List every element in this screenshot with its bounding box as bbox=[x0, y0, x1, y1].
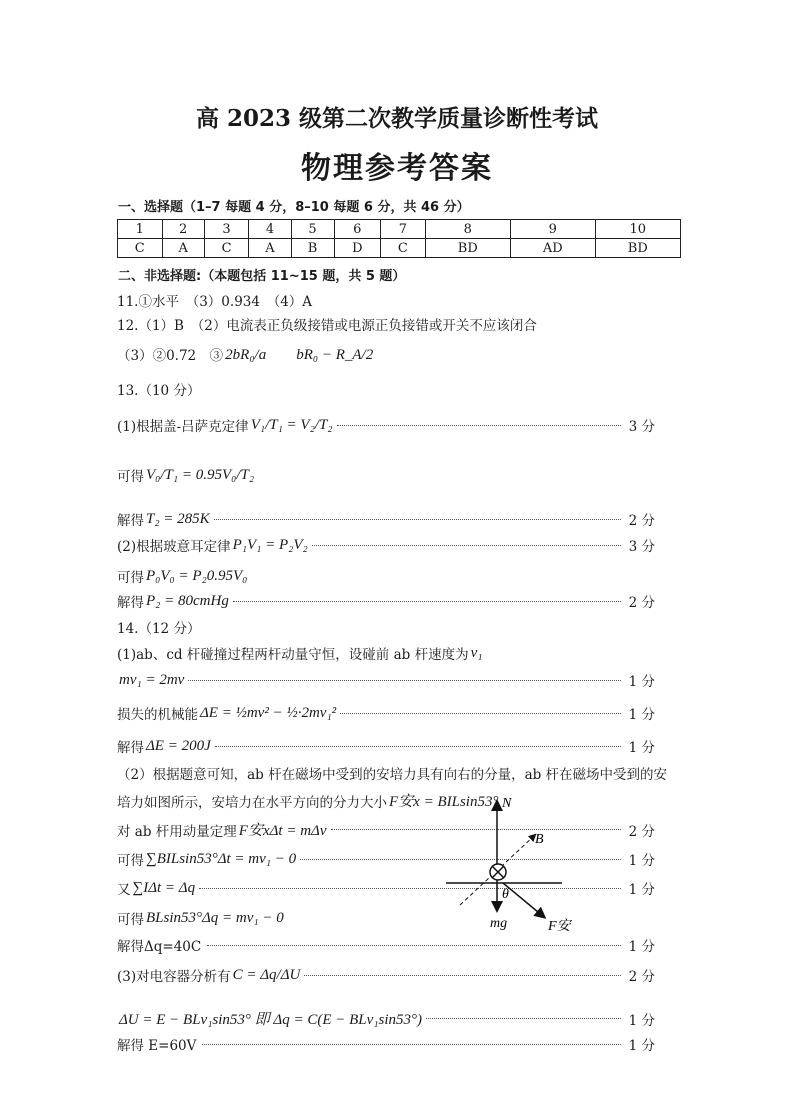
line-text: 11.①水平 （3）0.934 （4）A bbox=[117, 294, 313, 310]
answer-cell: AD bbox=[510, 239, 595, 258]
answer-line bbox=[117, 763, 668, 783]
question-number-row bbox=[118, 220, 681, 239]
formula: v₁ bbox=[470, 644, 483, 661]
dotted-leader bbox=[214, 519, 621, 520]
line-text: 可得 bbox=[117, 570, 144, 586]
answer-line bbox=[117, 379, 655, 399]
exam-title: 高 2023 级第二次教学质量诊断性考试 bbox=[195, 105, 599, 132]
dotted-leader bbox=[207, 945, 621, 946]
formula: P₀V₀ = P₂0.95V₀ bbox=[146, 567, 248, 584]
answer-line bbox=[117, 465, 655, 485]
answer-line bbox=[117, 290, 655, 310]
answer-cell: A bbox=[249, 239, 291, 258]
formula: ∑BILsin53°Δt = mv₁ − 0 bbox=[146, 850, 297, 867]
formula: ΔU = E − BLv₁sin53° 即 Δq = C(E − BLv₁sin53°) bbox=[119, 1012, 423, 1028]
score: 2 分 bbox=[628, 513, 655, 529]
question-number: 3 bbox=[204, 220, 249, 239]
formula: ∑IΔt = Δq bbox=[132, 879, 196, 896]
section1-heading: 一、选择题（1–7 每题 4 分，8–10 每题 6 分，共 46 分） bbox=[118, 200, 470, 215]
question-number: 7 bbox=[381, 220, 426, 239]
score: 1 分 bbox=[628, 853, 655, 869]
answer-cell: BD bbox=[595, 239, 680, 258]
formula: ΔE = 200J bbox=[146, 737, 211, 754]
answer-line bbox=[117, 965, 655, 985]
answer-line bbox=[117, 1034, 655, 1054]
formula: V₁/T₁ = V₂/T₂ bbox=[250, 416, 333, 433]
dotted-leader bbox=[312, 545, 621, 546]
line-text: 对 ab 杆用动量定理 bbox=[117, 823, 237, 840]
answer-table bbox=[117, 219, 681, 258]
score: 2 分 bbox=[628, 823, 655, 840]
line-text: 损失的机械能 bbox=[117, 707, 198, 723]
answer-line bbox=[117, 617, 655, 637]
line-text: (1)根据盖-吕萨克定律 bbox=[117, 419, 249, 435]
label-f: F安 bbox=[548, 919, 571, 934]
formula: V₀/T₁ = 0.95V₀/T₂ bbox=[146, 466, 255, 483]
line-text: 解得 bbox=[117, 595, 144, 611]
label-mg: mg bbox=[490, 916, 508, 931]
answer-line bbox=[117, 566, 655, 586]
score: 1 分 bbox=[628, 707, 655, 723]
line-text: 可得 bbox=[117, 469, 144, 485]
force-diagram bbox=[440, 790, 590, 940]
answer-line bbox=[117, 415, 655, 435]
score: 2 分 bbox=[628, 595, 655, 611]
score: 3 分 bbox=[628, 539, 655, 555]
line-text: 解得Δq=40C bbox=[117, 939, 202, 955]
formula: T₂ = 285K bbox=[146, 510, 210, 527]
line-text: 可得 bbox=[117, 853, 144, 869]
formula: 2bR₀/a bR₀ − R_A/2 bbox=[225, 347, 374, 363]
answer-cell: BD bbox=[425, 239, 510, 258]
line-text: 14.（12 分） bbox=[117, 621, 201, 637]
answer-line bbox=[117, 591, 655, 611]
line-text: 13.（10 分） bbox=[117, 383, 201, 399]
answer-cell: A bbox=[162, 239, 204, 258]
label-b: B bbox=[535, 832, 544, 847]
answer-key-title: 物理参考答案 bbox=[301, 151, 493, 186]
ampere-force-arrow bbox=[503, 883, 544, 917]
section2-heading: 二、非选择题:（本题包括 11~15 题，共 5 题） bbox=[118, 269, 406, 284]
answer-cell: D bbox=[334, 239, 381, 258]
score: 1 分 bbox=[628, 674, 655, 690]
question-number: 8 bbox=[425, 220, 510, 239]
answer-line bbox=[117, 736, 655, 756]
question-number: 10 bbox=[595, 220, 680, 239]
dotted-leader bbox=[202, 1044, 621, 1045]
formula: F安x = BILsin53° bbox=[389, 794, 499, 810]
answer-cell: C bbox=[118, 239, 163, 258]
line-text: 12.（1）B （2）电流表正负级接错或电源正负接错或开关不应该闭合 bbox=[117, 318, 537, 334]
question-number: 4 bbox=[249, 220, 291, 239]
answer-line bbox=[117, 314, 655, 334]
formula: ΔE = ½mv² − ½·2mv₁² bbox=[200, 704, 337, 721]
answer-line bbox=[117, 535, 655, 555]
line-text: (2)根据玻意耳定律 bbox=[117, 539, 231, 555]
dotted-leader bbox=[340, 713, 621, 714]
score: 1 分 bbox=[628, 939, 655, 955]
formula: F安xΔt = mΔv bbox=[238, 823, 327, 839]
answer-line bbox=[117, 670, 655, 690]
line-text: (3)对电容器分析有 bbox=[117, 969, 231, 985]
answer-cell: B bbox=[291, 239, 334, 258]
line-text: 培力如图所示，安培力在水平方向的分力大小 bbox=[117, 794, 387, 811]
question-number: 1 bbox=[118, 220, 163, 239]
line-text: 又 bbox=[117, 882, 131, 898]
score: 1 分 bbox=[628, 1012, 655, 1029]
answer-line bbox=[117, 643, 655, 663]
question-number: 2 bbox=[162, 220, 204, 239]
score: 1 分 bbox=[628, 1038, 655, 1054]
dotted-leader bbox=[215, 746, 621, 747]
line-text: 可得 bbox=[117, 912, 144, 928]
line-text: 解得 bbox=[117, 513, 144, 529]
dotted-leader bbox=[188, 680, 621, 681]
line-text: (1)ab、cd 杆碰撞过程两杆动量守恒，设碰前 ab 杆速度为 bbox=[117, 647, 469, 663]
formula: BLsin53°Δq = mv₁ − 0 bbox=[146, 909, 284, 926]
dotted-leader bbox=[233, 601, 621, 602]
formula: P₁V₁ = P₂V₂ bbox=[232, 536, 308, 553]
formula: P₂ = 80cmHg bbox=[146, 592, 229, 609]
formula: C = Δq/ΔU bbox=[232, 966, 301, 983]
answer-line bbox=[117, 1008, 655, 1029]
score: 1 分 bbox=[628, 740, 655, 756]
question-number: 5 bbox=[291, 220, 334, 239]
score: 1 分 bbox=[628, 882, 655, 898]
line-text: 解得 E=60V bbox=[117, 1038, 197, 1054]
dotted-leader bbox=[304, 975, 621, 976]
answer-cell: C bbox=[204, 239, 249, 258]
question-number: 9 bbox=[510, 220, 595, 239]
score: 3 分 bbox=[628, 419, 655, 435]
answer-line bbox=[117, 509, 655, 529]
dotted-leader bbox=[337, 425, 621, 426]
line-text: 解得 bbox=[117, 740, 144, 756]
line-text: （3）②0.72 ③ bbox=[117, 347, 224, 364]
answer-row bbox=[118, 239, 681, 258]
line-text: （2）根据题意可知，ab 杆在磁场中受到的安培力具有向右的分量，ab 杆在磁场中受到的安 bbox=[117, 767, 668, 783]
answer-line bbox=[117, 703, 655, 723]
label-n: N bbox=[502, 796, 512, 811]
answer-line bbox=[117, 343, 655, 364]
question-number: 6 bbox=[334, 220, 381, 239]
answer-cell: C bbox=[381, 239, 426, 258]
score: 2 分 bbox=[628, 969, 655, 985]
formula: mv₁ = 2mv bbox=[119, 671, 185, 688]
dotted-leader bbox=[426, 1018, 621, 1019]
label-theta: θ bbox=[502, 887, 509, 902]
